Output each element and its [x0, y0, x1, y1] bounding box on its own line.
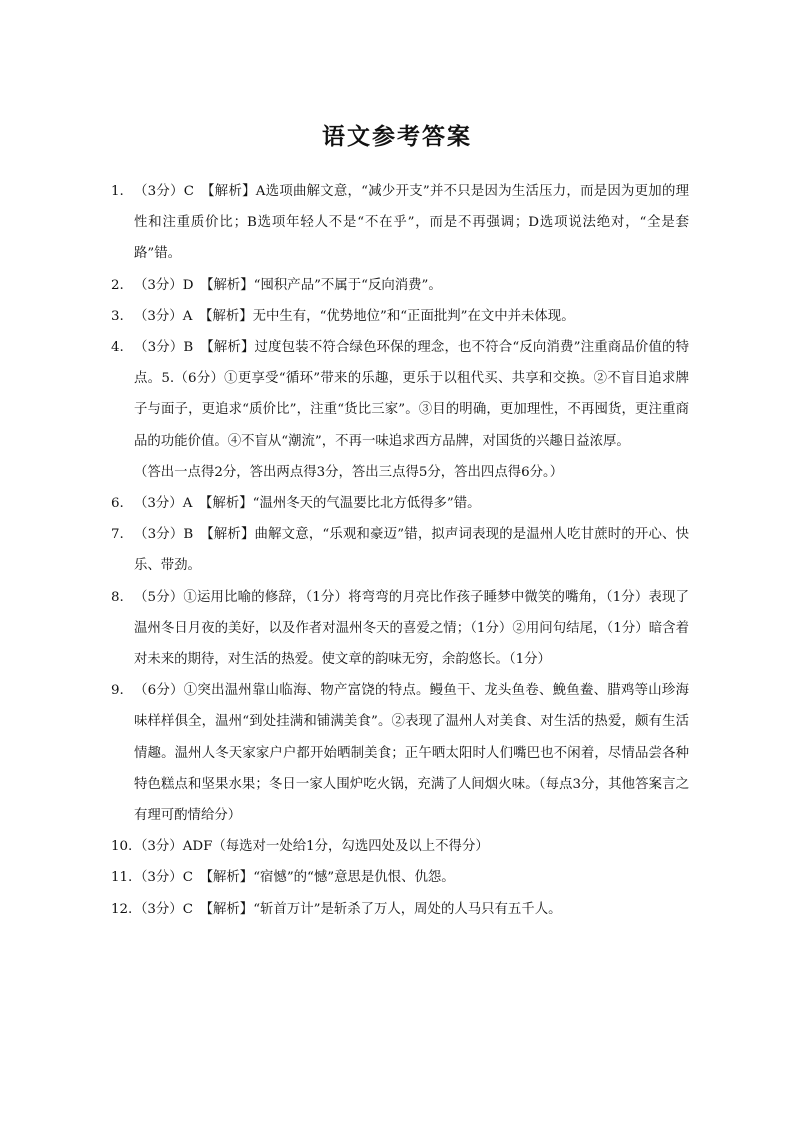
- answer-text: （3分）ADF（每选对一处给1分，勾选四处及以上不得分）: [134, 839, 489, 855]
- answer-number: 3.: [111, 308, 124, 324]
- answer-item-2: [111, 270, 689, 301]
- answer-text: （3分）B 【解析】过度包装不符合绿色环保的理念，也不符合“反向消费”注重商品价值的特点。5.（6分）①更享受“循环”带来的乐趣，更乐于以租代买、共享和交换。②不盲目追求牌子与面子，更追求“质价比”，注重“货比三家”。③目的明确，更加理性，不再囤货，更注重商品的功能价值。④不盲从“潮流”，不再一味追求西方品牌，对国货的兴趣日益浓厚。: [134, 340, 689, 449]
- answer-item-3: [111, 301, 689, 332]
- answer-text: （3分）B 【解析】曲解文意，“乐观和豪迈”错，拟声词表现的是温州人吃甘蔗时的开心、快乐、带劲。: [134, 527, 689, 574]
- answer-number: 1.: [111, 184, 124, 199]
- answer-number: 10.: [111, 839, 133, 855]
- answer-text: （3分）C 【解析】“宿憾”的“憾”意思是仇恨、仇怨。: [134, 870, 455, 886]
- answer-item-10: [111, 831, 689, 862]
- answer-text: （3分）D 【解析】“囤积产品”不属于“反向消费”。: [134, 277, 442, 293]
- answer-number: 7.: [111, 527, 124, 543]
- answer-text: （3分）A 【解析】无中生有，“优势地位”和“正面批判”在文中并未体现。: [134, 308, 575, 324]
- answer-number: 6.: [111, 496, 124, 512]
- answer-number: 4.: [111, 340, 124, 356]
- answer-text: （3分）C 【解析】“斩首万计”是斩杀了万人，周处的人马只有五千人。: [134, 901, 562, 917]
- answer-number: 9.: [111, 683, 124, 699]
- answer-number: 11.: [111, 870, 133, 886]
- answer-text: （5分）①运用比喻的修辞，（1分）将弯弯的月亮比作孩子睡梦中微笑的嘴角，（1分）表现了温州冬日月夜的美好，以及作者对温州冬天的喜爱之情；（1分）②用问句结尾，（1分）暗含着对未来的期待，对生活的热爱。使文章的韵味无穷，余韵悠长。（1分）: [134, 589, 689, 668]
- answer-text: （6分）①突出温州靠山临海、物产富饶的特点。鳗鱼干、龙头鱼卷、鮸鱼鲞、腊鸡等山珍海味样样俱全，温州“到处挂满和铺满美食”。②表现了温州人对美食、对生活的热爱，颇有生活情趣。温州人冬天家家户户都开始晒制美食；正午晒太阳时人们嘴巴也不闲着，尽情品尝各种特色糕点和坚果水果；冬日一家人围炉吃火锅，充满了人间烟火味。（每点3分，其他答案言之有理可酌情给分）: [134, 683, 689, 824]
- answer-item-1: [111, 176, 689, 270]
- answer-item-11: [111, 862, 689, 893]
- answer-item-12: [111, 894, 689, 925]
- scoring-note-text: （答出一点得2分，答出两点得3分，答出三点得5分，答出四点得6分。）: [134, 464, 564, 480]
- answer-text: （3分）C 【解析】A选项曲解文意，“减少开支”并不只是因为生活压力，而是因为更加的理性和注重质价比；B选项年轻人不是“不在乎”，而是不再强调；D选项说法绝对，“全是套路”错。: [134, 184, 689, 262]
- answer-list: [111, 176, 689, 925]
- answer-item-9: [111, 675, 689, 831]
- answer-number: 12.: [111, 901, 133, 917]
- answer-item-4: [111, 332, 689, 457]
- answer-item-6: [111, 488, 689, 519]
- answer-number: 2.: [111, 277, 124, 293]
- answer-item-8: [111, 582, 689, 676]
- page-title: 语文参考答案: [322, 123, 472, 150]
- answer-number: 8.: [111, 589, 124, 605]
- answer-text: （3分）A 【解析】“温州冬天的气温要比北方低得多”错。: [134, 496, 481, 512]
- answer-item-7: [111, 519, 689, 581]
- scoring-note: [111, 457, 689, 488]
